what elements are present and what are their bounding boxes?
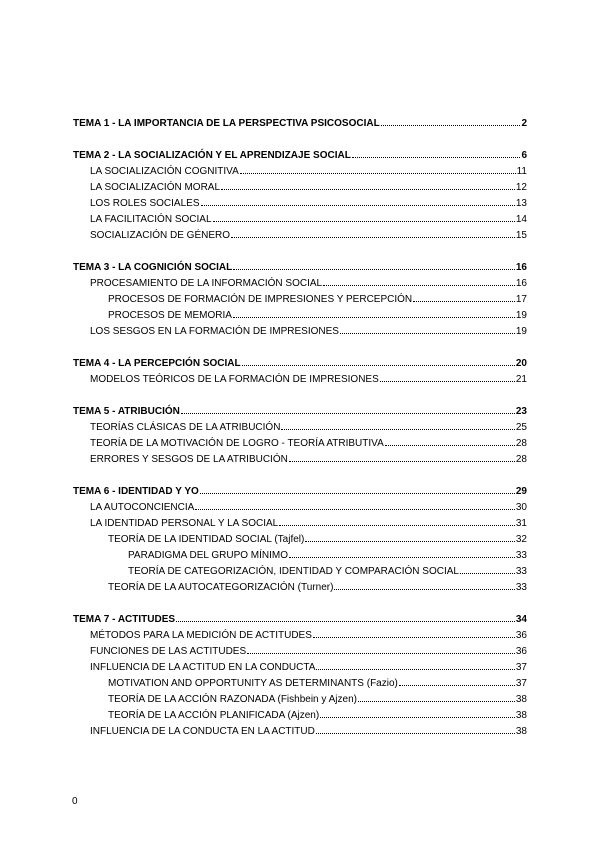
toc-entry-title: TEORÍA DE LA ACCIÓN PLANIFICADA (Ajzen): [108, 710, 320, 721]
toc-chapter-entry[interactable]: [73, 148, 527, 164]
toc-entry-title: LA IDENTIDAD PERSONAL Y LA SOCIAL: [90, 518, 279, 529]
toc-section-entry[interactable]: [73, 692, 527, 708]
toc-entry-page: 25: [515, 422, 527, 433]
toc-entry-title: LA AUTOCONCIENCIA: [90, 502, 195, 513]
toc-entry-title: LA SOCIALIZACIÓN MORAL: [90, 182, 221, 193]
toc-entry-page: 36: [515, 630, 527, 641]
toc-entry-title: PROCESAMIENTO DE LA INFORMACIÓN SOCIAL: [90, 278, 323, 289]
dot-leader: [352, 148, 521, 158]
toc-entry-title: SOCIALIZACIÓN DE GÉNERO: [90, 230, 231, 241]
dot-leader: [242, 356, 515, 366]
dot-leader: [334, 580, 514, 590]
toc-entry-title: TEMA 1 - LA IMPORTANCIA DE LA PERSPECTIVA PSICOSOCIAL: [73, 118, 380, 129]
toc-entry-page: 20: [515, 358, 527, 369]
toc-section-entry[interactable]: [73, 324, 527, 340]
toc-entry-page: 31: [515, 518, 527, 529]
dot-leader: [380, 372, 515, 382]
toc-entry-page: 13: [515, 198, 527, 209]
page-number: 0: [72, 796, 78, 807]
toc-section-entry[interactable]: [73, 372, 527, 388]
dot-leader: [181, 404, 515, 414]
toc-entry-title: TEORÍAS CLÁSICAS DE LA ATRIBUCIÓN: [90, 422, 281, 433]
toc-entry-page: 37: [515, 662, 527, 673]
toc-section-entry[interactable]: [73, 212, 527, 228]
toc-entry-page: 33: [515, 550, 527, 561]
toc-section-entry[interactable]: [73, 564, 527, 580]
dot-leader: [233, 308, 515, 318]
toc-entry-title: PARADIGMA DEL GRUPO MÍNIMO: [128, 550, 289, 561]
dot-leader: [313, 628, 515, 638]
toc-entry-page: 38: [515, 710, 527, 721]
toc-entry-title: TEORÍA DE LA MOTIVACIÓN DE LOGRO - TEORÍA ATRIBUTIVA: [90, 438, 384, 449]
toc-chapter-entry[interactable]: [73, 484, 527, 500]
dot-leader: [316, 660, 514, 670]
dot-leader: [289, 548, 515, 558]
toc-section-entry[interactable]: [73, 228, 527, 244]
toc-chapter-entry[interactable]: [73, 404, 527, 420]
dot-leader: [289, 452, 515, 462]
toc-entry-title: LOS SESGOS EN LA FORMACIÓN DE IMPRESIONES: [90, 326, 339, 337]
toc-section-entry[interactable]: [73, 532, 527, 548]
toc-section-entry[interactable]: [73, 308, 527, 324]
toc-section-entry[interactable]: [73, 436, 527, 452]
toc-section-entry[interactable]: [73, 644, 527, 660]
dot-leader: [195, 500, 515, 510]
dot-leader: [316, 724, 515, 734]
toc-entry-title: LOS ROLES SOCIALES: [90, 198, 200, 209]
dot-leader: [281, 420, 514, 430]
toc-section-entry[interactable]: [73, 276, 527, 292]
dot-leader: [231, 228, 515, 238]
dot-leader: [233, 260, 515, 270]
toc-section-entry[interactable]: [73, 516, 527, 532]
toc-entry-title: ERRORES Y SESGOS DE LA ATRIBUCIÓN: [90, 454, 288, 465]
toc-entry-title: INFLUENCIA DE LA CONDUCTA EN LA ACTITUD: [90, 726, 315, 737]
toc-entry-page: 36: [515, 646, 527, 657]
toc-entry-title: MODELOS TEÓRICOS DE LA FORMACIÓN DE IMPRESIONES: [90, 374, 379, 385]
dot-leader: [221, 180, 515, 190]
toc-entry-page: 30: [515, 502, 527, 513]
toc-section-entry[interactable]: [73, 500, 527, 516]
toc-entry-page: 12: [515, 182, 527, 193]
toc-entry-title: FUNCIONES DE LAS ACTITUDES: [90, 646, 247, 657]
toc-entry-title: MOTIVATION AND OPPORTUNITY AS DETERMINANTS (Fazio): [108, 678, 398, 689]
toc-entry-page: 21: [515, 374, 527, 385]
toc-entry-title: MÉTODOS PARA LA MEDICIÓN DE ACTITUDES: [90, 630, 312, 641]
toc-chapter-entry[interactable]: [73, 356, 527, 372]
dot-leader: [460, 564, 515, 574]
toc-section-entry[interactable]: [73, 660, 527, 676]
toc-entry-title: TEMA 5 - ATRIBUCIÓN: [73, 406, 180, 417]
dot-leader: [381, 116, 521, 126]
toc-chapter-entry[interactable]: [73, 116, 527, 132]
dot-leader: [279, 516, 515, 526]
dot-leader: [320, 708, 515, 718]
toc-entry-title: INFLUENCIA DE LA ACTITUD EN LA CONDUCTA: [90, 662, 316, 673]
toc-section-entry[interactable]: [73, 196, 527, 212]
toc-entry-page: 14: [515, 214, 527, 225]
dot-leader: [201, 196, 515, 206]
dot-leader: [176, 612, 515, 622]
toc-section-entry[interactable]: [73, 420, 527, 436]
toc-entry-page: 23: [515, 406, 527, 417]
dot-leader: [305, 532, 515, 542]
toc-entry-page: 16: [515, 262, 527, 273]
dot-leader: [200, 484, 515, 494]
toc-section-entry[interactable]: [73, 180, 527, 196]
toc-chapter-entry[interactable]: [73, 260, 527, 276]
toc-chapter-entry[interactable]: [73, 612, 527, 628]
toc-entry-page: 28: [515, 454, 527, 465]
toc-section-entry[interactable]: [73, 164, 527, 180]
toc-entry-title: LA FACILITACIÓN SOCIAL: [90, 214, 212, 225]
toc-entry-page: 33: [515, 582, 527, 593]
toc-entry-page: 16: [515, 278, 527, 289]
dot-leader: [399, 676, 515, 686]
toc-entry-page: 19: [515, 326, 527, 337]
toc-entry-page: 33: [515, 566, 527, 577]
toc-entry-page: 37: [515, 678, 527, 689]
toc-entry-page: 17: [515, 294, 527, 305]
toc-entry-title: PROCESOS DE FORMACIÓN DE IMPRESIONES Y PERCEPCIÓN: [108, 294, 413, 305]
toc-section-entry[interactable]: [73, 708, 527, 724]
table-of-contents: [73, 116, 527, 740]
toc-entry-title: TEMA 7 - ACTITUDES: [73, 614, 176, 625]
toc-entry-page: 6: [521, 150, 527, 161]
toc-entry-page: 11: [516, 166, 527, 177]
dot-leader: [385, 436, 515, 446]
toc-entry-title: TEORÍA DE LA IDENTIDAD SOCIAL (Tajfel): [108, 534, 305, 545]
toc-entry-title: TEMA 6 - IDENTIDAD Y YO: [73, 486, 199, 497]
toc-section-entry[interactable]: [73, 628, 527, 644]
toc-entry-page: 15: [515, 230, 527, 241]
toc-entry-page: 28: [515, 438, 527, 449]
toc-entry-page: 2: [521, 118, 527, 129]
toc-entry-title: TEORÍA DE LA AUTOCATEGORIZACIÓN (Turner): [108, 582, 334, 593]
toc-entry-page: 29: [515, 486, 527, 497]
toc-entry-title: TEMA 3 - LA COGNICIÓN SOCIAL: [73, 262, 233, 273]
dot-leader: [413, 292, 515, 302]
toc-entry-title: TEMA 2 - LA SOCIALIZACIÓN Y EL APRENDIZAJE SOCIAL: [73, 150, 351, 161]
toc-entry-page: 38: [515, 726, 527, 737]
toc-section-entry[interactable]: [73, 292, 527, 308]
toc-entry-page: 32: [515, 534, 527, 545]
toc-entry-page: 19: [515, 310, 527, 321]
toc-entry-page: 34: [515, 614, 527, 625]
toc-entry-title: TEMA 4 - LA PERCEPCIÓN SOCIAL: [73, 358, 241, 369]
toc-entry-title: LA SOCIALIZACIÓN COGNITIVA: [90, 166, 239, 177]
dot-leader: [240, 164, 516, 174]
toc-section-entry[interactable]: [73, 580, 527, 596]
dot-leader: [247, 644, 515, 654]
dot-leader: [213, 212, 515, 222]
dot-leader: [340, 324, 515, 334]
toc-entry-title: PROCESOS DE MEMORIA: [108, 310, 232, 321]
toc-section-entry[interactable]: [73, 548, 527, 564]
toc-entry-title: TEORÍA DE CATEGORIZACIÓN, IDENTIDAD Y COMPARACIÓN SOCIAL: [128, 566, 459, 577]
toc-section-entry[interactable]: [73, 676, 527, 692]
toc-entry-page: 38: [515, 694, 527, 705]
dot-leader: [323, 276, 515, 286]
dot-leader: [358, 692, 515, 702]
toc-section-entry[interactable]: [73, 452, 527, 468]
toc-section-entry[interactable]: [73, 724, 527, 740]
toc-entry-title: TEORÍA DE LA ACCIÓN RAZONADA (Fishbein y Ajzen): [108, 694, 357, 705]
